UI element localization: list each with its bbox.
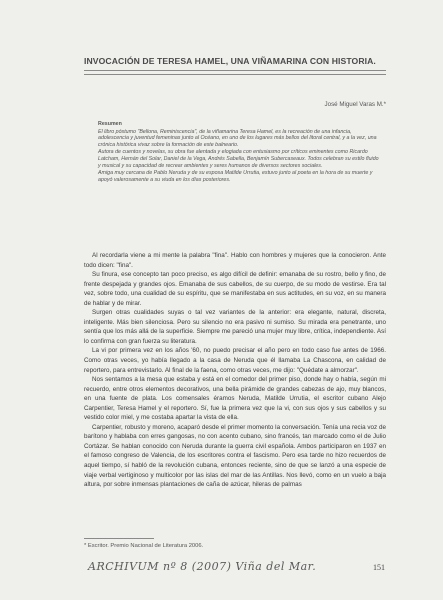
handwritten-archive-note: ARCHIVUM nº 8 (2007) Viña del Mar.	[88, 560, 317, 573]
body-paragraph: Al recordarla viene a mi mente la palabra "fina". Hablo con hombres y mujeres que la conocieron. Ante todo dicen: "fina".	[84, 252, 386, 269]
page-number: 151	[373, 563, 385, 572]
abstract-heading: Resumen	[98, 121, 122, 127]
body-paragraph: Carpentier, robusto y moreno, acaparó desde el primer momento la conversación. Tenía una recia voz de barítono y hablaba con erres gangosas, no con acento cubano, sino francés, tan marcado como el de Julio Cortázar. Se hablan conocido con Neruda durante la guerra civil española. Ambos participaron en 1937 en el famoso congreso de Valencia, de los escritores contra el fascismo. Pero esa tarde no hizo recuerdos de aquel tiempo, sí habló de la revolución cubana, entonces reciente, sino de que se lanzó a una especie de viaje verbal vertiginoso y multicolor por las islas del mar de las Antillas. Nos llevó, como en un vuelo a baja altura, por sobre inmensas plantaciones de caña de azúcar, hileras de palmas	[84, 423, 386, 489]
article-title: INVOCACIÓN DE TERESA HAMEL, UNA VIÑAMARINA CON HISTORIA.	[84, 56, 376, 66]
title-top-rule	[84, 70, 386, 71]
footnote-rule	[84, 538, 154, 539]
body-paragraph: Su finura, ese concepto tan poco preciso, es algo difícil de definir: emanaba de su rostro, bello y fino, de frente despejada y grandes ojos. Emanaba de sus cabellos, de su cuerpo, de su modo de vestirse. Era tal vez, sobre todo, una cualidad de su espíritu, que se manifestaba en sus actitudes, en su voz, en su manera de hablar y de mirar.	[84, 271, 386, 307]
body-paragraph: La vi por primera vez en los años '60, no puedo precisar el año pero en todo caso fue antes de 1966. Como otras veces, yo había llegado a la casa de Neruda que él llamaba La Chascona, en calidad de reportero, para entrevistarlo. Al final de la faena, como otras veces, me dijo: "Quédate a almorzar".	[84, 347, 386, 374]
abstract-paragraph: Amiga muy cercana de Pablo Neruda y de su esposa Matilde Urrutia, estuvo junto al poeta en la hora de su muerte y apoyó valerosamente a su viuda en los días posteriores.	[98, 170, 373, 183]
article-body	[84, 251, 386, 490]
body-paragraph: Nos sentamos a la mesa que estaba y está en el comedor del primer piso, donde hay o había, según mi recuerdo, entre otros elementos decorativos, una bella pirámide de grandes cabezas de ajo, muy blancos, en una fuente de plata. Los comensales éramos Neruda, Matilde Urrutia, el escritor cubano Alejo Carpentier, Teresa Hamel y el reportero. Sí, fue la primera vez que la vi, con sus ojos y sus cabellos y su vestido color miel, y me costaba apartar la vista de ella.	[84, 376, 386, 422]
article-author: José Miguel Varas M.*	[324, 101, 386, 108]
title-bottom-rule	[84, 74, 386, 75]
abstract-block	[98, 121, 382, 184]
abstract-paragraph: El libro póstumo "Bellona, Reminiscencia", de la viñamarina Teresa Hamel, es la recreación de una infancia, adolescencia y juventud femeninas junto al Océano, en uno de los lugares más bellos del litoral central, y a la vez, una crónica histórica vivaz sobre la formación de este balneario.	[98, 128, 377, 148]
footnote: * Escritor. Premio Nacional de Literatura 2006.	[84, 543, 204, 549]
body-paragraph: Surgen otras cualidades suyas o tal vez variantes de la anterior: era elegante, natural, discreta, inteligente. Más bien silenciosa. Pero su silencio no era pasivo ni sumiso. Su mirada era penetrante, uno sentía que los más allá de la superficie. Siempre me pareció una mujer muy libre, crítica, independiente. Así lo confirma con gran fuerza su literatura.	[84, 309, 386, 345]
abstract-paragraph: Autora de cuentos y novelas, su obra fue alentada y elogiada con entusiasmo por críticos eminentes como Ricardo Latcham, Hernán del Solar, Daniel de la Vega, Andrés Sabella, Benjamín Subercaseaux. Todos celebran su estilo fluido y musical y su capacidad de recrear ambientes y seres humanos de diversos sectores sociales.	[98, 149, 379, 169]
